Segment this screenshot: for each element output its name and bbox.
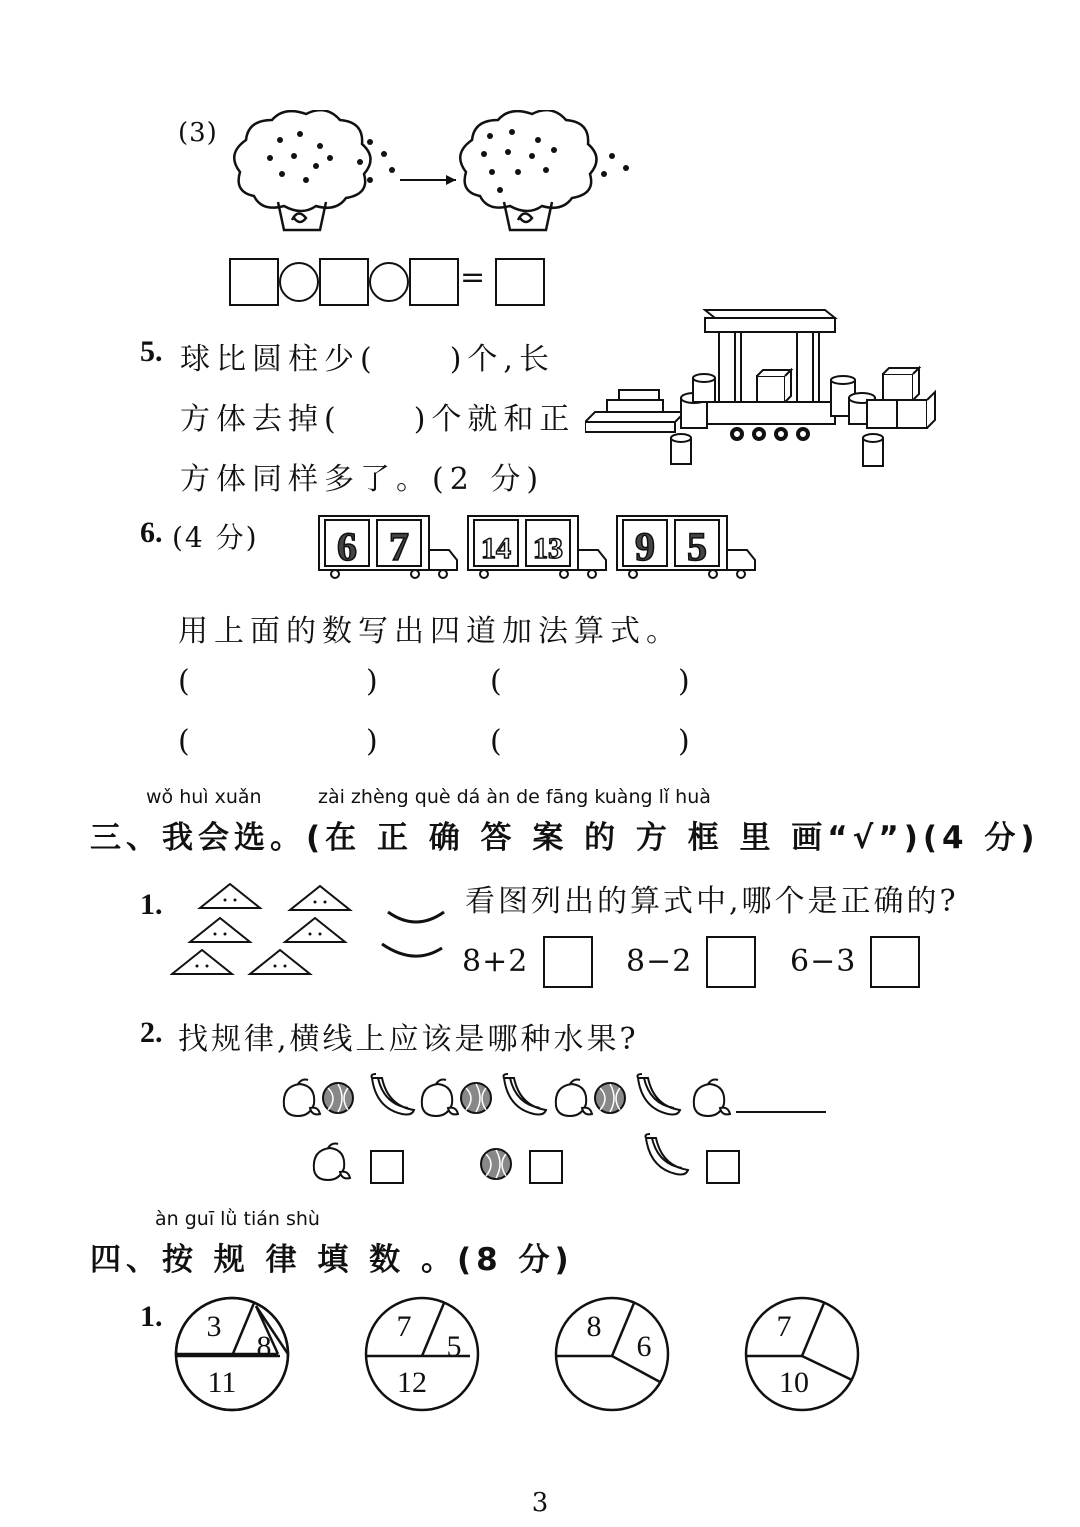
q5-line1: 球比圆柱少( )个,长 (180, 342, 555, 377)
circle-number-side: 5 (446, 1330, 462, 1363)
solids-figure (585, 300, 945, 475)
number-trains-figure (315, 512, 760, 582)
s3-q1-number: 1. (140, 888, 163, 921)
section4-pinyin: àn guī lǜ tián shù (155, 1208, 320, 1230)
option-label: 6−3 (790, 944, 857, 979)
circle-number-top: 7 (776, 1310, 792, 1343)
option-label: 8+2 (462, 944, 529, 979)
answer-box-1[interactable] (229, 258, 279, 306)
circle-number-bottom: 11 (207, 1366, 237, 1399)
q5-line3: 方体同样多了。(2 分) (180, 462, 545, 497)
option-checkbox-1[interactable] (543, 936, 593, 988)
train-number: 6 (337, 524, 357, 569)
s3-q2-number: 2. (140, 1016, 163, 1049)
addition-answer-2[interactable] (512, 664, 672, 700)
circle-number-bottom: 10 (779, 1366, 809, 1399)
part3-label: (3) (178, 118, 218, 148)
paren-close: ) (678, 724, 690, 759)
operator-circle-1[interactable] (279, 262, 319, 302)
paren-open: ( (490, 664, 502, 699)
answer-box-3[interactable] (409, 258, 459, 306)
paren-close: ) (366, 664, 378, 699)
q6-points: (4 分) (172, 521, 259, 554)
addition-answer-1[interactable] (200, 664, 360, 700)
circle-number-top: 7 (396, 1310, 412, 1343)
answer-box-2[interactable] (319, 258, 369, 306)
option-checkbox-3[interactable] (870, 936, 920, 988)
section3-title: 三、我会选。(在 正 确 答 案 的 方 框 里 画“√”)(4 分) (90, 820, 1040, 856)
paren-close: ) (678, 664, 690, 699)
addition-answer-4[interactable] (512, 724, 672, 760)
s3-q2-question: 找规律,横线上应该是哪种水果? (178, 1022, 639, 1057)
q6-instruction: 用上面的数写出四道加法算式。 (178, 614, 682, 649)
section3-pinyin-1: wǒ huì xuǎn (146, 786, 262, 808)
option-label: 8−2 (626, 944, 693, 979)
fruit-choice-watermelon-checkbox[interactable] (529, 1150, 563, 1184)
number-circles-figure (170, 1296, 870, 1414)
section4-title: 四、按 规 律 填 数 。(8 分) (90, 1242, 574, 1278)
tree-crown-icon (234, 110, 370, 211)
paren-open: ( (178, 724, 190, 759)
circle-number-top: 3 (206, 1310, 222, 1343)
equal-sign: = (460, 260, 486, 295)
operator-circle-2[interactable] (369, 262, 409, 302)
circle-number-bottom: 12 (397, 1366, 427, 1399)
q5-number: 5. (140, 335, 163, 368)
fruit-choice-banana-checkbox[interactable] (706, 1150, 740, 1184)
paren-open: ( (178, 664, 190, 699)
train-number: 14 (481, 532, 511, 565)
trees-birds-figure (220, 110, 650, 240)
circle-number-top: 8 (586, 1310, 602, 1343)
s3-q1-question: 看图列出的算式中,哪个是正确的? (465, 884, 959, 919)
circle-number-side: 8 (256, 1330, 272, 1363)
train-number: 5 (687, 524, 707, 569)
addition-answer-3[interactable] (200, 724, 360, 760)
watermelon-slices-figure (170, 878, 450, 980)
q5-line2: 方体去掉( )个就和正 (180, 402, 576, 437)
train-number: 9 (635, 524, 655, 569)
circle-number-side: 6 (636, 1330, 652, 1363)
s4-q1-number: 1. (140, 1300, 163, 1333)
option-checkbox-2[interactable] (706, 936, 756, 988)
paren-close: ) (366, 724, 378, 759)
fruit-choice-peach-checkbox[interactable] (370, 1150, 404, 1184)
page-number: 3 (531, 1488, 549, 1518)
section3-pinyin-2: zài zhèng què dá àn de fāng kuàng lǐ huà (318, 786, 711, 808)
train-number: 13 (533, 532, 563, 565)
paren-open: ( (490, 724, 502, 759)
train-number: 7 (389, 524, 409, 569)
answer-box-result[interactable] (495, 258, 545, 306)
q6-number: 6. (140, 516, 163, 549)
